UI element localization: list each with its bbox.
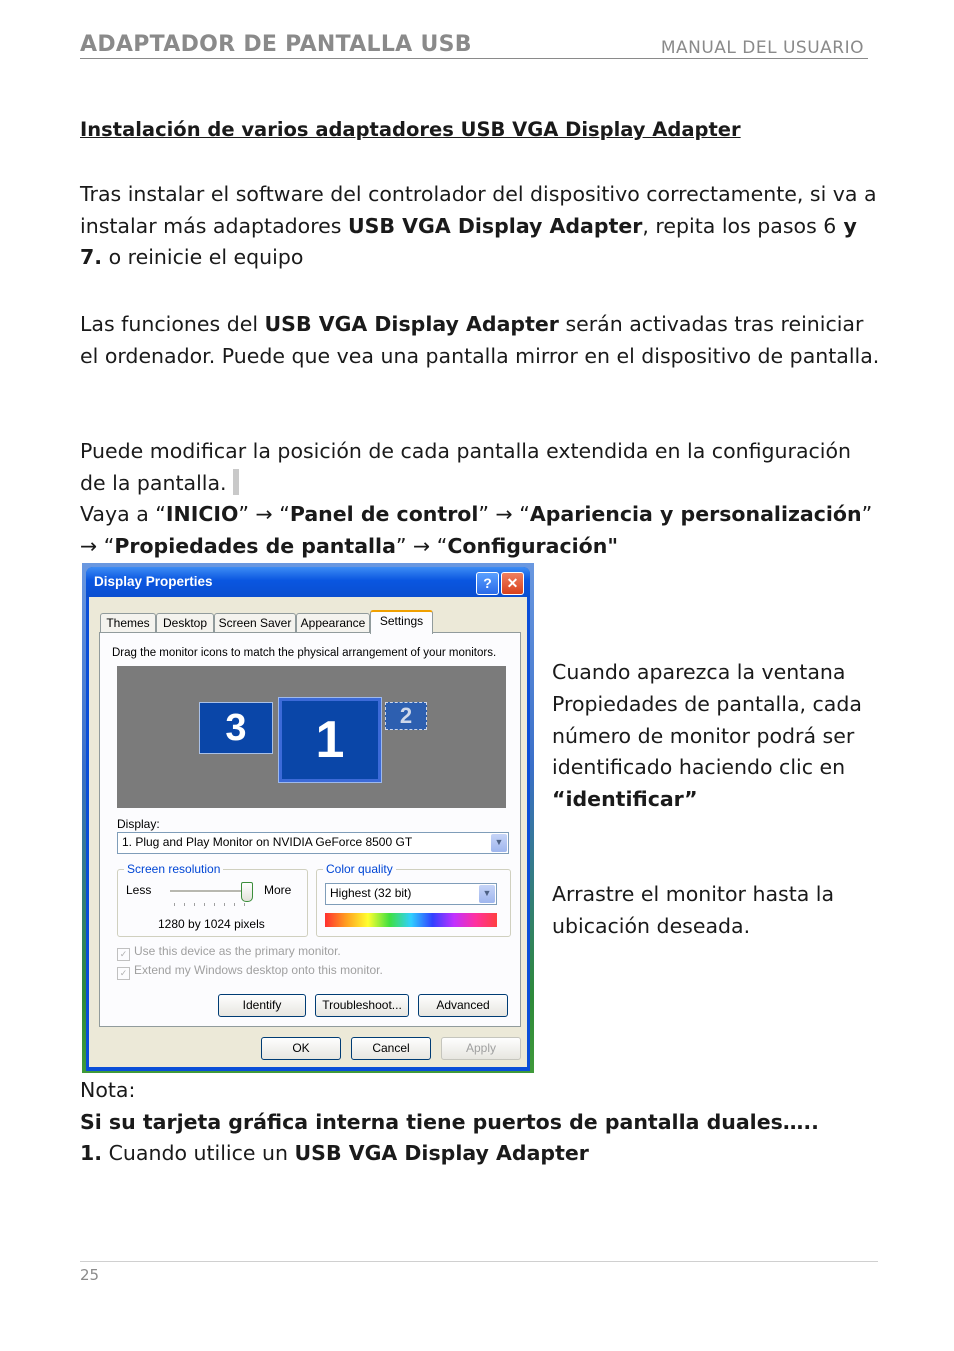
text: o reinicie el equipo	[102, 245, 304, 269]
dialog-titlebar[interactable]	[86, 567, 530, 597]
text: Cuando utilice un	[102, 1141, 295, 1165]
text: serán activadas tras reiniciar el ordenador. Puede que vea una pantalla mirror en el dispositivo de pantalla.	[80, 312, 880, 368]
checkbox-label: Extend my Windows desktop onto this monitor.	[134, 963, 383, 977]
monitor-3[interactable]: 3	[199, 702, 273, 754]
dialog-title: Display Properties	[94, 574, 213, 589]
text: Tras instalar el software del controlador del dispositivo correctamente, si va a instalar más adaptadores	[80, 182, 877, 238]
page-number: 25	[80, 1266, 100, 1284]
resolution-less-label: Less	[126, 883, 152, 897]
color-quality-value: Highest (32 bit)	[330, 886, 412, 900]
bold-text: “identificar”	[552, 787, 698, 812]
color-quality-select[interactable]	[325, 883, 497, 905]
text: Las funciones del	[80, 312, 265, 336]
paragraph-install	[80, 179, 880, 274]
text: Vaya a “	[80, 502, 166, 526]
primary-monitor-checkbox[interactable]	[117, 944, 341, 961]
check-icon: ✓	[117, 967, 130, 980]
bold-text: y 7.	[80, 213, 857, 269]
advanced-button[interactable]: Advanced	[418, 994, 508, 1017]
slider-ticks	[174, 903, 246, 906]
dialog-client	[89, 597, 527, 1067]
bold-text: Propiedades de pantalla	[114, 533, 396, 558]
resolution-more-label: More	[264, 883, 292, 897]
bold-text: Apariencia y personalización	[529, 502, 862, 526]
footer-divider	[80, 1261, 878, 1262]
text: ” → “	[478, 502, 530, 526]
color-spectrum-bar	[325, 913, 497, 927]
resolution-slider-track[interactable]	[170, 890, 246, 893]
bold-text: USB VGA Display Adapter	[294, 1141, 589, 1165]
paragraph-position	[80, 436, 880, 562]
resolution-slider-thumb[interactable]	[241, 882, 253, 902]
dialog-window	[86, 567, 530, 1071]
extend-desktop-checkbox[interactable]	[117, 963, 383, 980]
header-divider	[80, 58, 868, 59]
bold-text: Configuración"	[447, 533, 619, 558]
side-note-drag: Arrastre el monitor hasta la ubicación deseada.	[552, 882, 835, 938]
text: ” → “	[238, 502, 290, 526]
paragraph-functions	[80, 309, 880, 372]
note-bold-text: Si su tarjeta gráfica interna tiene puertos de pantalla duales…..	[80, 1109, 819, 1134]
drag-instructions: Drag the monitor icons to match the physical arrangement of your monitors.	[112, 647, 497, 659]
note-section	[80, 1075, 880, 1170]
tab-screen-saver[interactable]: Screen Saver	[214, 613, 296, 632]
close-button[interactable]: ✕	[501, 572, 524, 595]
side-note-identify	[552, 657, 882, 816]
text: Puede modificar la posición de cada pantalla extendida en la configuración de la pantalla.	[80, 439, 852, 495]
text: Cuando aparezca la ventana Propiedades de pantalla, cada número de monitor podrá ser identificado haciendo clic en	[552, 660, 862, 780]
help-button[interactable]: ?	[476, 572, 499, 595]
ok-button[interactable]: OK	[261, 1037, 341, 1060]
tab-desktop[interactable]: Desktop	[156, 613, 214, 632]
cancel-button[interactable]: Cancel	[351, 1037, 431, 1060]
text: , repita los pasos	[642, 213, 824, 238]
list-number: 1.	[80, 1141, 103, 1165]
color-quality-title: Color quality	[323, 862, 396, 876]
display-properties-screenshot	[82, 563, 534, 1073]
chevron-down-icon[interactable]: ▼	[491, 834, 507, 852]
section-title: Instalación de varios adaptadores USB VGA Display Adapter	[80, 118, 741, 141]
apply-button[interactable]: Apply	[441, 1037, 521, 1060]
identify-button[interactable]: Identify	[218, 994, 306, 1017]
monitor-arrangement-area[interactable]	[117, 666, 506, 808]
tab-appearance[interactable]: Appearance	[296, 613, 370, 632]
display-select[interactable]	[117, 832, 509, 854]
monitor-1[interactable]: 1	[279, 698, 381, 782]
check-icon: ✓	[117, 948, 130, 961]
screen-resolution-title: Screen resolution	[124, 862, 223, 876]
tab-themes[interactable]: Themes	[100, 613, 156, 632]
display-select-value: 1. Plug and Play Monitor on NVIDIA GeForce 8500 GT	[122, 835, 413, 849]
header-title: ADAPTADOR DE PANTALLA USB	[80, 32, 472, 57]
tab-settings[interactable]: Settings	[370, 610, 433, 634]
note-label: Nota:	[80, 1078, 136, 1102]
checkbox-label: Use this device as the primary monitor.	[134, 944, 341, 958]
bold-text: USB VGA Display Adapter	[348, 213, 643, 238]
monitor-2[interactable]: 2	[385, 702, 427, 730]
chevron-down-icon[interactable]: ▼	[479, 885, 495, 903]
settings-panel	[99, 632, 521, 1027]
troubleshoot-button[interactable]: Troubleshoot...	[315, 994, 409, 1017]
resolution-value: 1280 by 1024 pixels	[158, 917, 265, 931]
bold-text: INICIO	[165, 502, 239, 526]
screen-resolution-group	[117, 862, 308, 937]
display-label: Display:	[117, 817, 160, 831]
bold-text: Panel de control	[289, 502, 479, 526]
step-number: 6	[823, 213, 837, 238]
color-quality-group	[316, 862, 511, 937]
header-manual-label: MANUAL DEL USUARIO	[660, 38, 864, 58]
bold-text: USB VGA Display Adapter	[264, 312, 559, 336]
text: ” → “	[395, 533, 448, 558]
text-cursor	[233, 469, 239, 495]
text: ” → “	[80, 502, 873, 558]
